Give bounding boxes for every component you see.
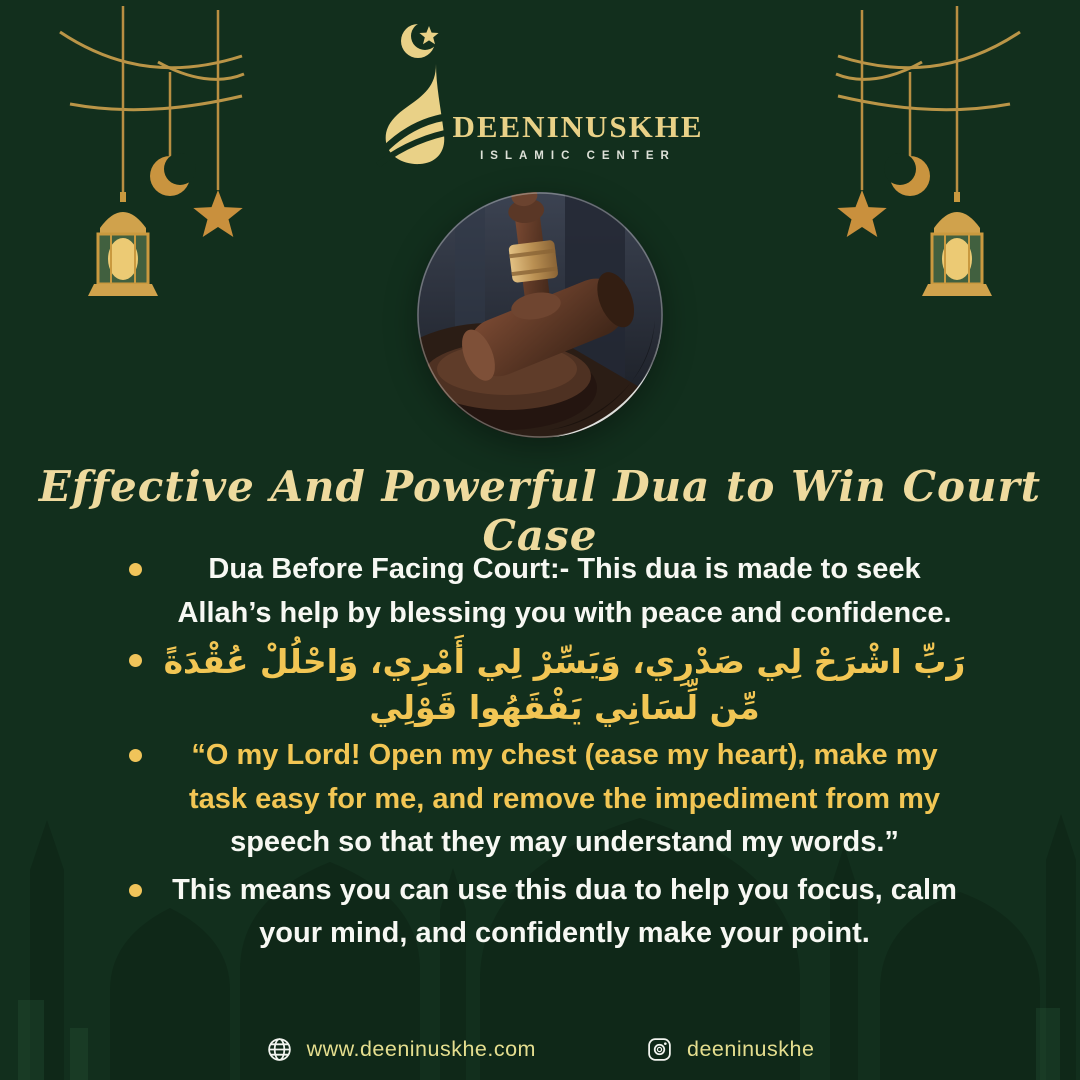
translation-gold-part: “O my Lord! Open my chest (ease my heart), make my task easy for me, and remove the impediment from my — [188, 739, 941, 815]
bullet-meaning — [115, 869, 970, 956]
website-link[interactable] — [266, 1036, 536, 1063]
bullet-arabic-dua — [115, 639, 970, 730]
translation-text — [159, 734, 970, 865]
lantern-icon — [922, 192, 992, 296]
page-title: Effective And Powerful Dua to Win Court Case — [38, 462, 1042, 560]
instagram-icon — [646, 1036, 673, 1063]
lantern-icon — [88, 192, 158, 296]
logo — [0, 16, 1080, 168]
instagram-link[interactable] — [646, 1036, 814, 1063]
bullet-dot — [129, 563, 142, 576]
translation-white-part: speech so that they may understand my words.” — [230, 826, 899, 859]
bullet-translation — [115, 734, 970, 865]
logo-subtitle: ISLAMIC CENTER — [480, 150, 676, 162]
footer — [0, 1036, 1080, 1063]
bullet-intro-text: Dua Before Facing Court:- This dua is made to seek Allah’s help by blessing you with peace and confidence. — [177, 553, 952, 629]
bullet-dot — [129, 749, 142, 762]
gavel-photo-sticker — [415, 190, 665, 440]
instagram-handle: deeninuskhe — [686, 1037, 815, 1061]
arabic-dua-text: رَبِّ اشْرَحْ لِي صَدْرِي، وَيَسِّرْ لِي أَمْرِي، وَاحْلُلْ عُقْدَةً مِّن لِّسَانِي يَفْقَهُوا قَوْلِي — [163, 642, 966, 727]
website-url: www.deeninuskhe.com — [306, 1037, 536, 1061]
bullet-meaning-text: This means you can use this dua to help you focus, calm your mind, and confidently make your point. — [172, 873, 957, 950]
bullet-list — [115, 548, 970, 960]
crescent-star-dome-icon — [376, 16, 460, 168]
logo-name: DEENINUSKHE — [452, 109, 704, 144]
star-icon — [837, 190, 886, 237]
globe-icon — [266, 1036, 293, 1063]
bullet-dot — [129, 884, 142, 897]
bullet-intro — [115, 548, 970, 635]
star-icon — [193, 190, 242, 237]
bullet-dot — [129, 654, 142, 667]
